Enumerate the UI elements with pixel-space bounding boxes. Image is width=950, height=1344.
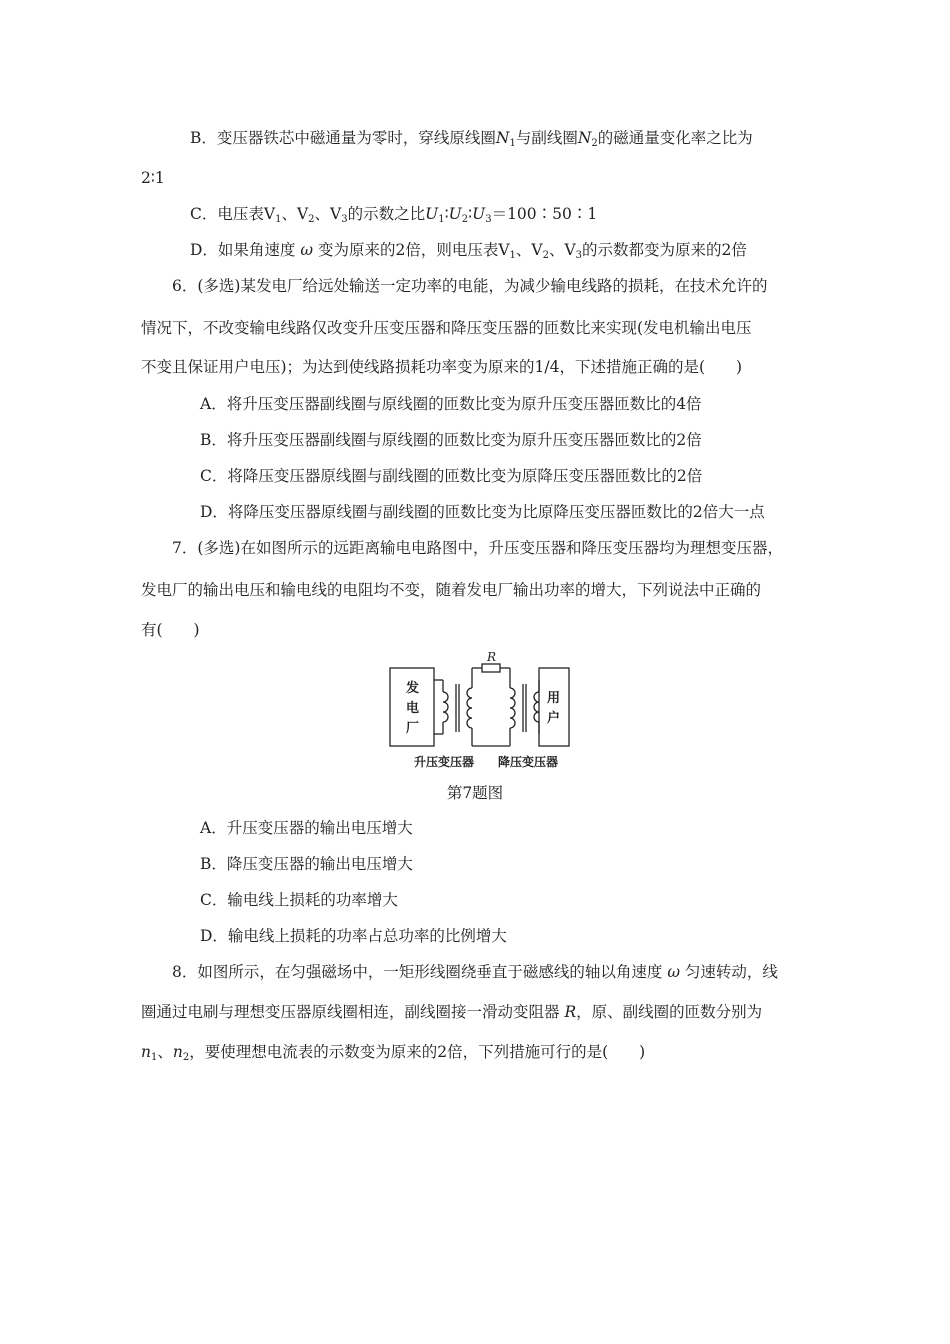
q7-option-d: D．输电线上损耗的功率占总功率的比例增大 — [200, 927, 507, 945]
transmission-circuit-figure — [380, 650, 575, 770]
q5-option-b-line1: B．变压器铁芯中磁通量为零时，穿线原线圈$N_1$与副线圈$N_2$的磁通量变化率之比为 — [190, 129, 753, 149]
step-up-secondary-coil — [467, 688, 472, 728]
q7-stem-line1: 7．(多选)在如图所示的远距离输电电路图中，升压变压器和降压变压器均为理想变压器， — [172, 539, 783, 557]
q6-option-d: D．将降压变压器原线圈与副线圈的匝数比变为比原降压变压器匝数比的2倍大一点 — [200, 503, 765, 521]
plant-label-1: 发 — [406, 681, 420, 696]
q7-option-a: A．升压变压器的输出电压增大 — [200, 819, 413, 837]
plant-label-2: 电 — [406, 701, 420, 716]
figure-caption: 第7题图 — [446, 784, 504, 802]
plant-label-3: 厂 — [406, 721, 420, 736]
q5-option-d: D．如果角速度 ω 变为原来的2倍，则电压表$V_1$、$V_2$、$V_3$的示数都变为原来的2倍 — [190, 241, 747, 261]
step-up-label: 升压变压器 — [414, 755, 475, 769]
q5-option-b-line2: 2∶1 — [141, 169, 165, 187]
q6-stem-line2: 情况下，不改变输电线路仅改变升压变压器和降压变压器的匝数比来实现(发电机输出电压 — [141, 319, 752, 337]
step-down-primary-coil — [510, 688, 515, 728]
line-resistor — [482, 664, 500, 672]
q8-stem-line2: 圈通过电刷与理想变压器原线圈相连，副线圈接一滑动变阻器 R，原、副线圈的匝数分别为 — [141, 1003, 763, 1021]
q6-option-b: B．将升压变压器副线圈与原线圈的匝数比变为原升压变压器匝数比的2倍 — [200, 431, 702, 449]
q6-stem-line1: 6．(多选)某发电厂给远处输送一定功率的电能，为减少输电线路的损耗，在技术允许的 — [172, 277, 768, 295]
q7-stem-line2: 发电厂的输出电压和输电线的电阻均不变，随着发电厂输出功率的增大，下列说法中正确的 — [141, 581, 762, 599]
q6-option-a: A．将升压变压器副线圈与原线圈的匝数比变为原升压变压器匝数比的4倍 — [200, 395, 702, 413]
step-down-label: 降压变压器 — [498, 755, 559, 769]
q5-option-c: C．电压表$V_1$、$V_2$、$V_3$的示数之比$U_1∶U_2∶U_3=100∶50∶1$ — [190, 205, 598, 225]
q7-stem-line3: 有( ) — [141, 621, 200, 639]
q7-option-c: C．输电线上损耗的功率增大 — [200, 891, 398, 909]
resistor-label: R — [487, 650, 497, 664]
q7-option-b: B．降压变压器的输出电压增大 — [200, 855, 413, 873]
user-label-1: 用 — [547, 691, 561, 706]
step-up-primary-coil — [443, 692, 448, 722]
q6-stem-line3: 不变且保证用户电压)；为达到使线路损耗功率变为原来的1/4，下述措施正确的是( ) — [141, 358, 743, 376]
circuit-diagram — [380, 650, 575, 770]
user-label-2: 户 — [547, 711, 561, 726]
user-box — [539, 668, 569, 746]
q6-option-c: C．将降压变压器原线圈与副线圈的匝数比变为原降压变压器匝数比的2倍 — [200, 467, 703, 485]
q8-stem-line3: $n_1$、$n_2$，要使理想电流表的示数变为原来的2倍，下列措施可行的是( ) — [141, 1043, 646, 1063]
step-down-secondary-coil — [534, 692, 539, 722]
q8-stem-line1: 8．如图所示，在匀强磁场中，一矩形线圈绕垂直于磁感线的轴以角速度 ω 匀速转动，线 — [172, 963, 778, 981]
